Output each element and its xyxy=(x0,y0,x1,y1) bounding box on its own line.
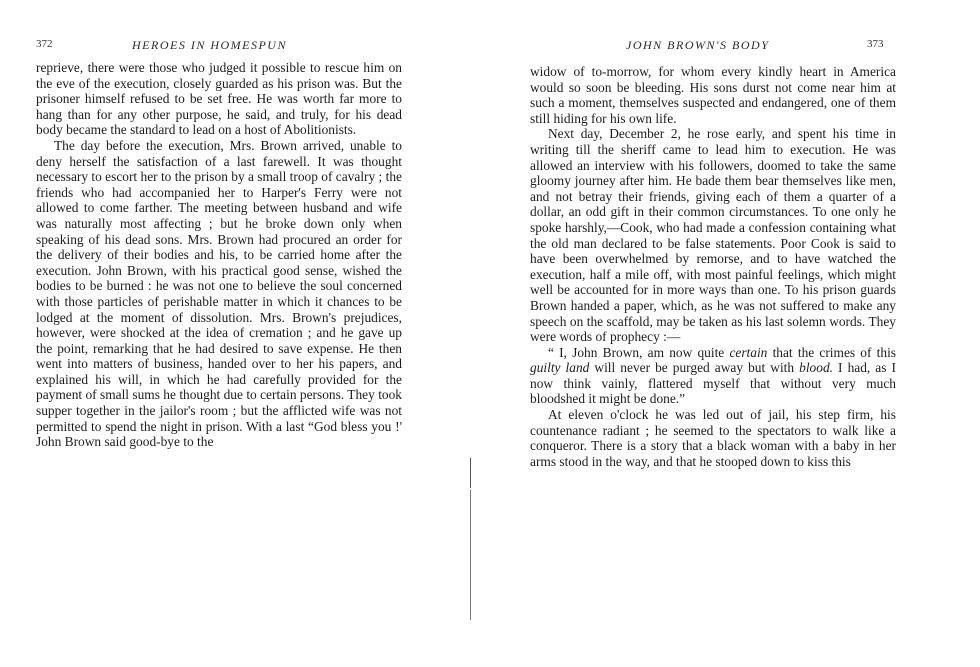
running-head-left: HEROES IN HOMESPUN xyxy=(132,38,287,52)
quotation xyxy=(530,345,896,407)
paragraph: The day before the execution, Mrs. Brown arrived, unable to deny herself the satisfaction of a last farewell. It was thought necessary to escort her to the prison by a small troop of cavalry ; the friends who had accompanied her to Harper's Ferry were not allowed to come farther. The meeting between husband and wife was naturally most affecting ; but he broke down only when speaking of his dead sons. Mrs. Brown had procured an order for the delivery of their bodies and his, to be carried home after the execution. John Brown, with his practical good sense, wished the bodies to be burned : he was not one to believe the soul concerned with those particles of perishable matter in which it chances to be lodged at the moment of dissolution. Mrs. Brown's prejudices, however, were shocked at the idea of cremation ; and he gave up the point, remarking that he had desired to save expense. He then went into matters of business, handed over to her his papers, and explained his will, in which he had carefully provided for the payment of small sums he thought due to certain persons. They took supper together in the jailor's room ; but the afflicted wife was not permitted to spend the night in prison. With a last “God bless you !' John Brown said good-bye to the xyxy=(36,137,402,450)
paragraph: widow of to-morrow, for whom every kindly heart in America would so soon be bleeding. His sons durst not come near him at such a moment, themselves suspected and endangered, one of them still hiding for his own life. xyxy=(530,64,896,126)
left-page xyxy=(0,0,470,667)
paragraph: reprieve, there were those who judged it possible to rescue him on the eve of the execution, closely guarded as his prison was. But the prisoner himself refused to be set free. He was worth far more to hang than for any other purpose, he said, and truly, for his dead body became the standard to lead on a host of Abolitionists. xyxy=(36,60,402,138)
left-page-body xyxy=(36,60,402,450)
quote-text: “ I, John Brown, am now quite xyxy=(548,344,730,360)
quote-text: I had, as I now think vainly, flattered myself that without very much bloodshed it might be done.” xyxy=(530,360,896,407)
quote-emphasis: certain xyxy=(729,344,768,360)
right-page xyxy=(490,0,980,667)
paragraph: At eleven o'clock he was led out of jail, his step firm, his countenance radiant ; he seemed to the spectators to walk like a conqueror. There is a story that a black woman with a baby in her arms stood in the way, and that he stooped down to kiss this xyxy=(530,407,896,469)
running-head-right: JOHN BROWN'S BODY xyxy=(626,38,770,52)
page-number-left: 372 xyxy=(36,38,53,50)
paragraph: Next day, December 2, he rose early, and spent his time in writing till the sheriff came to lead him to execution. He was allowed an interview with his followers, doomed to take the same gloomy journey after him. He bade them bear themselves like men, and not betray their friends, giving each of them a quarter of a dollar, an odd gift in their common circumstances. To one only he spoke harshly,—Cook, who had made a confession containing what the old man declared to be false statements. Poor Cook is said to have been overwhelmed by remorse, and to have watched the execution, half a mile off, with most painful feelings, which might well be accounted for in more ways than one. To his prison guards Brown handed a paper, which, as he was not suffered to make any speech on the scaffold, may be taken as his last solemn words. They were words of prophecy :— xyxy=(530,126,896,345)
gutter-mark xyxy=(470,490,471,620)
quote-text: that the crimes of this xyxy=(767,344,896,360)
right-page-body xyxy=(530,64,896,469)
page-number-right: 373 xyxy=(867,38,884,50)
quote-emphasis: blood. xyxy=(799,360,833,376)
quote-text: will never be purged away but with xyxy=(589,360,800,376)
gutter-mark xyxy=(470,458,471,488)
quote-emphasis: guilty land xyxy=(530,360,590,376)
